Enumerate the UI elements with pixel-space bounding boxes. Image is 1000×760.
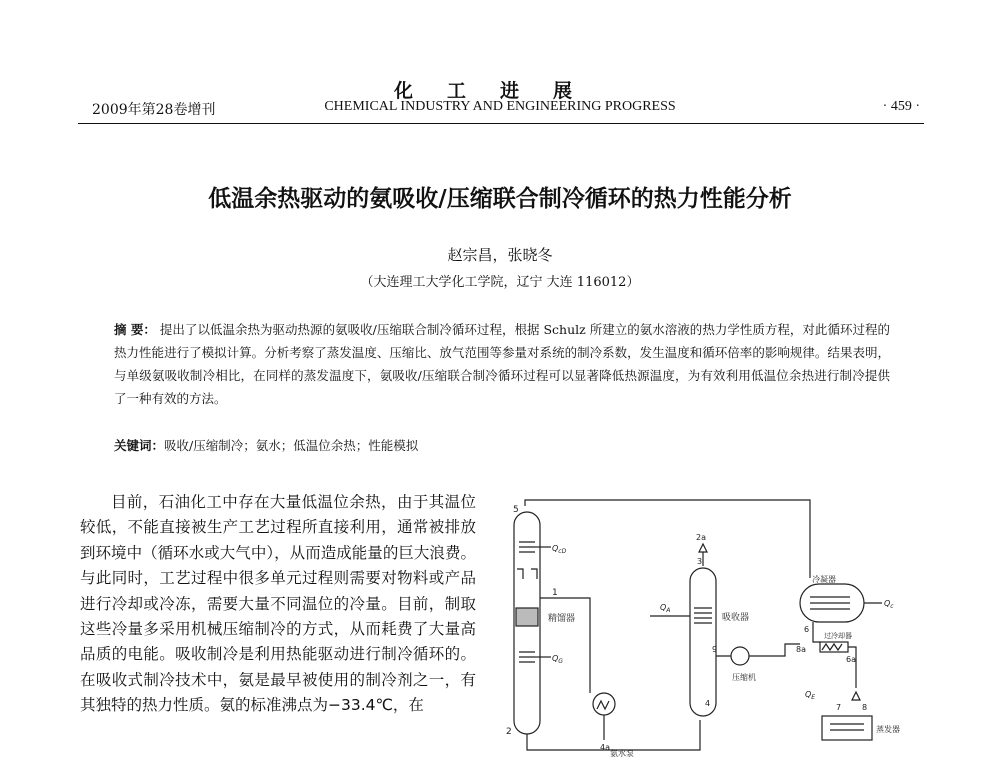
- label-q-c: Q: [884, 599, 891, 608]
- label-n7: 7: [836, 703, 842, 712]
- label-q-g-sub: G: [558, 658, 563, 665]
- compressor-pipe: [716, 644, 800, 656]
- body-column-left: [80, 490, 476, 719]
- label-q-cd-sub: cD: [558, 548, 567, 555]
- label-q-e: Q: [805, 690, 812, 699]
- label-n2: 2: [506, 727, 512, 737]
- packing-section: [516, 608, 538, 626]
- label-n9: 9: [712, 645, 718, 654]
- article-title: 低温余热驱动的氨吸收/压缩联合制冷循环的热力性能分析: [208, 186, 792, 212]
- label-evaporator: 蒸发器: [876, 725, 900, 734]
- absorber-coil: [694, 608, 712, 623]
- label-n4a: 4a: [600, 743, 610, 752]
- label-rectifier: 精馏器: [548, 614, 576, 624]
- keywords-label: 关键词：: [114, 438, 165, 453]
- header-rule: [78, 123, 924, 124]
- label-q-a-sub: A: [666, 607, 671, 614]
- top-pipe: [525, 500, 810, 578]
- label-absorber: 吸收器: [722, 613, 750, 623]
- condenser-coil: [519, 542, 535, 552]
- label-q-a: Q: [660, 603, 667, 612]
- generator-coil: [519, 652, 535, 662]
- label-n5: 5: [513, 505, 519, 515]
- page-number: · 459 ·: [882, 99, 920, 114]
- journal-name-en: CHEMICAL INDUSTRY AND ENGINEERING PROGRESS: [324, 99, 676, 114]
- label-n4: 4: [705, 699, 711, 708]
- solution-heat-exchanger: [593, 693, 615, 715]
- label-n2a: 2a: [696, 533, 706, 542]
- absorber-column: [690, 568, 716, 716]
- process-flow-diagram: [500, 492, 910, 760]
- label-q-e-sub: E: [811, 694, 816, 701]
- keywords: [114, 436, 890, 454]
- expansion-valve: [852, 692, 860, 700]
- evaporator: [822, 716, 872, 740]
- label-n8a: 8a: [796, 645, 806, 654]
- abstract-label: 摘 要：: [114, 322, 156, 337]
- volume-info: 2009年第28卷增刊: [92, 102, 216, 118]
- label-subcooler: 过冷却器: [824, 632, 852, 640]
- journal-name-cn: 化工进展: [393, 80, 606, 102]
- label-compressor: 压缩机: [732, 673, 756, 682]
- label-pump: 氨水泵: [610, 749, 634, 758]
- label-q-c-sub: c: [890, 603, 894, 610]
- body-paragraph: 目前，石油化工中存在大量低温位余热，由于其温位较低，不能直接被生产工艺过程所直接利用，通常被排放到环境中（循环水或大气中），从而造成能量的巨大浪费。与此同时，工艺过程中很多单元过程则需要对物料或产品进行冷却或冷冻，需要大量不同温位的冷量。目前，制取这些冷量多采用机械压缩制冷的方式，从而耗费了大量高品质的电能。吸收制冷是利用热能驱动进行制冷循环的。在吸收式制冷技术中，氨是最早被使用的制冷剂之一，有其独特的热力性质。氨的标准沸点为−33.4℃，在: [80, 493, 476, 715]
- column-tray: [517, 569, 537, 579]
- svg-text:QA: [660, 603, 670, 614]
- svg-text:QG: [552, 654, 563, 665]
- label-q-g: Q: [552, 654, 559, 663]
- label-condenser: 冷凝器: [812, 575, 836, 584]
- label-n3: 3: [697, 557, 703, 566]
- compressor: [731, 647, 749, 665]
- label-n6a: 6a: [846, 655, 856, 664]
- article-affiliation: （大连理工大学化工学院，辽宁 大连 116012）: [360, 275, 640, 290]
- article-authors: 赵宗昌，张晓冬: [447, 246, 553, 264]
- label-n1: 1: [552, 588, 558, 598]
- label-n6: 6: [804, 625, 810, 634]
- label-q-cd: Q: [552, 544, 559, 553]
- svg-text:Qc: [884, 599, 894, 610]
- abstract-text: 提出了以低温余热为驱动热源的氨吸收/压缩联合制冷循环过程，根据 Schulz 所建立的氨水溶液的热力学性质方程，对此循环过程的热力性能进行了模拟计算。分析考察了蒸发温度、压缩比、放气范围等参量对系统的制冷系数，发生温度和循环倍率的影响规律。结果表明，与单级氨吸收制冷相比，在同样的蒸发温度下，氨吸收/压缩联合制冷循环过程可以显著降低热源温度，为有效利用低温位余热进行制冷提供了一种有效的方法。: [114, 322, 890, 406]
- bottom-pipe: [527, 720, 700, 750]
- svg-text:QcD: [552, 544, 567, 555]
- abstract: [114, 318, 890, 410]
- svg-text:QE: [805, 690, 815, 701]
- label-n8: 8: [862, 703, 868, 712]
- keywords-text: 吸收/压缩制冷；氨水；低温位余热；性能模拟: [164, 438, 419, 453]
